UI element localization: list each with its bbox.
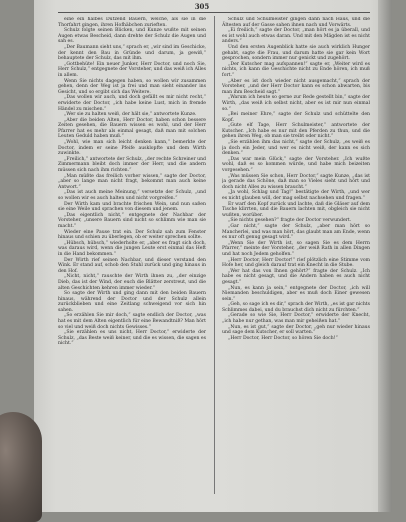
- paragraph: „Wer hat das von Ihnen gehört?“ fragte der Schulz. „Ich habe es nicht gesagt, und die Andern haben es auch nicht gesagt.“: [222, 268, 370, 285]
- left-column: [58, 17, 206, 477]
- paragraph: Er warf den Kopf zurück und lachte, daß die Gläser auf dem Tische klirrten, und die Bauern lachten mit, obgleich sie nicht wußten, worüber.: [222, 201, 370, 218]
- paragraph: „Das war mein Glück,“ sagte der Vorsteher. „Ich wußte wohl, daß es so kommen würde, und habe mich beizeiten vorgesehen.“: [222, 156, 370, 174]
- paragraph: „Gar nicht,“ sagte der Schulz, „aber man hört so Mancherlei, und was man hört, das glaubt man am Ende, wenn es nur oft genug gesagt wird.“: [222, 223, 370, 241]
- paragraph: „Warum ich heute so gerne zur Rede gestellt bin,“ sagte der Wirth, „das weiß ich selbst nicht, aber es ist mir nun einmal so.“: [222, 95, 370, 112]
- paragraph: „Wohl, wie man sich leicht denken kann,“ bemerkte der Doctor, indem er seine Pfeife ausklopfte und dem Wirth zuwinkte.: [58, 140, 206, 157]
- paragraph: „Nun, es kann ja sein,“ entgegnete der Doctor, „ich will Niemanden beschuldigen, aber es muß doch Einer gewesen sein.“: [222, 285, 370, 302]
- paragraph: Wieder eine Pause trat ein. Der Schulz sah zum Fenster hinaus und schien zu überlegen, ob er weiter sprechen sollte.: [58, 229, 206, 241]
- paragraph: „Aber die beiden Alten, Herr Doctor, haben schon bessere Zeiten gesehen, die Bauern wissen es wohl, und der Herr Pfarrer hat es mehr als einmal gesagt, daß man mit solchen Leuten Geduld haben muß.“: [58, 117, 206, 140]
- paragraph: „Sie erzählen ihm das nicht,“ sagte der Schulz, „es weiß es ja doch ein Jeder, und wer es nicht weiß, der kann es sich denken.“: [222, 140, 370, 157]
- paragraph: „Der Baumann sieht uns,“ sprach er, „wir sind im Geschicke, der kennt den Bau in Gründe und darum, ja gewiß,“ behauptete der Schulz, das mit ihm.: [58, 44, 206, 62]
- paragraph: „Herr Doctor, Herr Doctor, so hören Sie doch!“: [228, 335, 338, 341]
- paragraph: „Freilich,“ antwortete der Schulz, „der rechte Schreiner und Zimmermann bleibt doch immer der Herr, und die andern müssen sich nach ihm richten.“: [58, 156, 206, 174]
- paragraph: „Ja wohl, Schlag und Tag!“ bestätigte der Wirth, „und wer es nicht glauben will, der mag selbst nachsehen und fragen.“: [222, 190, 370, 201]
- column-rule: [214, 16, 215, 494]
- paragraph: „So erzählen Sie mir doch,“ sagte endlich der Doctor, „was hat es mit dem Alten eigentlich für eine Bewandtniß? Man hört so viel und weiß doch nichts Gewisses.“: [58, 313, 206, 330]
- paragraph: „Ei freilich,“ sagte der Doctor, „man hört es ja überall, und es ist wohl auch etwas daran. Und mit den Mägden ist es nicht anders.“: [222, 28, 370, 45]
- paragraph: „Hübsch, hübsch,“ wiederholte er, „aber es fragt sich doch, was daraus wird, wenn die jungen Leute erst einmal das Heft in die Hand bekommen.“: [58, 240, 206, 257]
- paragraph: „Was müssen Sie schon, Herr Doctor,“ sagte Kunze, „das ist ja gerade das Schöne, daß man so Vieles sieht und hört und doch nicht Alles zu wissen braucht.“: [222, 173, 370, 190]
- paragraph: Schulz und Schulmeister gingen dann nach Haus, und die Ältesten auf der Gasse sahen ihnen nach und Vorwärts.: [222, 17, 370, 28]
- thumb: [0, 412, 42, 522]
- paragraph: Und den ersten Augenblick hatte sie auch wirklich Hunger gehabt, sagte die Frau, und darum hatte sie gar kein Wort gesprochen, sondern immer nur genickt und zugehört.: [222, 44, 370, 62]
- paragraph: „Gerade so wie Sie, Herr Doctor,“ erwiderte der Knecht, „ich habe nur gethan, was man mir geheißen hat.“: [222, 313, 370, 325]
- paragraph: „Bei meiner Ehre,“ sagte der Schulz und schüttelte den Kopf.: [222, 112, 370, 123]
- paragraph: „Wer sie zu halten weiß, der hält sie,“ antwortete Kunze.: [64, 112, 197, 118]
- paragraph: „Der Kutscher mag aufspannen!“ sagte er, „Weiter wird es nichts, ich kann die Geschichte nicht zu Ende hören, ich muß fort.“: [222, 61, 370, 78]
- paragraph: „Nun, es ist gut,“ sagte der Doctor, „geh nur wieder hinaus und sage dem Kutscher, er soll warten.“: [222, 324, 370, 336]
- paragraph: „Das ist auch meine Meinung,“ versetzte der Schulz, „und so wollen wir es auch halten und nicht vorgreifen.“: [58, 190, 206, 201]
- right-column: [222, 17, 370, 507]
- paragraph: Der Wirth rief seinen Nachbar, und dieser verstand den Wink. Er stand auf, schob den Stuhl zurück und ging hinaus in den Hof.: [58, 257, 206, 274]
- paragraph: „Aber es ist doch wieder nicht ausgemacht,“ sprach der Vorsteher, „und der Herr Doctor kann es schon abwarten, bis man ihm Bescheid sagt.“: [222, 78, 370, 95]
- paragraph: „Wenn Sie der Wirth ist, so sagen Sie es dem Herrn Pfarrer,“ meinte der Vorsteher, „der weiß Rath in allen Dingen und hat noch Jedem geholfen.“: [222, 240, 370, 257]
- paragraph: „Gottbehüte! Ein neuer Junker, Herr Doctor, und noch Sie, Herr Schulz,“ entgegnete der Vorsteher, und das weiß ich Alles in allem.: [58, 61, 206, 78]
- paragraph: „Man müßte das freilich vorher wissen,“ sagte der Doctor, „aber so lange man nicht fragt, bekommt man auch keine Antwort.“: [58, 173, 206, 190]
- paragraph: „Sie erzählen es uns nicht, Herr Doctor,“ erwiderte der Schulz, „das Beste weiß keiner, und die es wissen, die sagen es nicht.“: [58, 330, 206, 347]
- paragraph: „Nicht, nicht,“ rauschte der Wirth ihnen zu, „der einzige Dieb, das ist der Wind, der euch die Blätter zerstreut, und die alten Geschichten kehren immer wieder.“: [58, 274, 206, 291]
- paragraph: eine ein halbes Dutzend Bauern, welche, als sie in die Thorfahrt gingen, ihren Hofhäbchen zurieften.: [58, 17, 206, 28]
- paragraph: Schulz folgte seinen Blicken, und Kunze wußte mit seinen Augen etwas Bescheid, dann drehte der Schulz die Augen und sah es.: [58, 28, 206, 45]
- page-number: 305: [194, 2, 210, 11]
- paragraph: „Sie nichts gesehen?“ fragte der Doctor verwundert.: [228, 218, 352, 224]
- paragraph: Der Wirth kam und brachte frischen Wein, und nun saßen sie eine Weile und sprachen von diesem und jenem.: [58, 201, 206, 213]
- header-rule: [58, 12, 370, 13]
- paragraph: „Das eigentlich nicht,“ entgegnete der Nachbar der Vorsteher, „unsere Bauern sind nicht so schlimm wie man sie macht.“: [58, 212, 206, 229]
- paragraph: „Geh, so sage ich es dir,“ sprach der Wirth, „es ist gar nichts Schlimmes dabei, und du brauchst dich nicht zu fürchten.“: [222, 302, 370, 313]
- paragraph: „Herr Doctor, Herr Doctor!“ rief plötzlich eine Stimme vom Hofe her, und gleich darauf trat ein Knecht in die Stube.: [222, 257, 370, 269]
- page-edge: [378, 0, 392, 512]
- paragraph: So sagte der Wirth und ging dann mit den beiden Bauern hinaus, während der Doctor und der Schulz allein zurückblieben und eine Zeitlang schweigend vor sich hin sahen.: [58, 291, 206, 313]
- paragraph: Wenn Sie nichts dagegen haben, so wollen wir zusammen gehen, denn der Weg ist ja frei und man sieht einander ins Gesicht, und so ergibt sich das Weitere.: [58, 78, 206, 95]
- paragraph: „Gute elf Tage, Herr Schulmeister,“ antwortete der Kutscher. „Ich habe es nur mit den Pferden zu thun, und die gehen ihren Weg, ob man sie treibt oder nicht.“: [222, 123, 370, 140]
- paragraph: „Das wollen wir auch, und doch gefällt es mir nicht recht,“ erwiderte der Doctor, „ich habe keine Lust, mich in fremde Händel zu mischen.“: [58, 95, 206, 112]
